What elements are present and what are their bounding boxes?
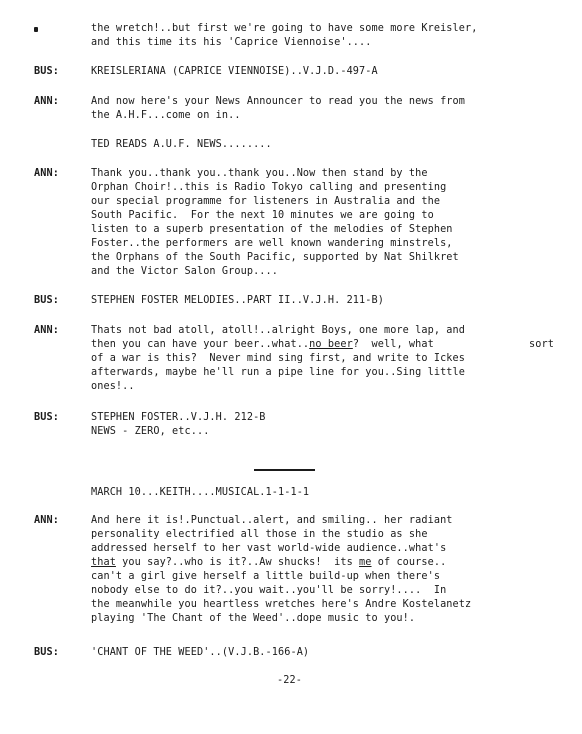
speaker-label: BUS: <box>34 412 59 423</box>
script-line: South Pacific. For the next 10 minutes we are going to <box>91 210 434 221</box>
script-line: our special programme for listeners in Australia and the <box>91 196 441 207</box>
underlined-text: that <box>91 557 116 568</box>
script-line: the A.H.F...come on in.. <box>91 110 241 121</box>
script-line-end: sort <box>529 339 554 350</box>
script-line: STEPHEN FOSTER MELODIES..PART II..V.J.H. 211-B) <box>91 295 384 306</box>
script-line: MARCH 10...KEITH....MUSICAL.1-1-1-1 <box>91 487 310 498</box>
script-line: And now here's your News Announcer to read you the news from <box>91 96 466 107</box>
speaker-label: BUS: <box>34 647 59 658</box>
script-line: KREISLERIANA (CAPRICE VIENNOISE)..V.J.D.-497-A <box>91 66 378 77</box>
script-line: playing 'The Chant of the Weed'..dope music to you!. <box>91 613 416 624</box>
script-line: listen to a superb presentation of the melodies of Stephen <box>91 224 453 235</box>
script-line: can't a girl give herself a little build-up when there's <box>91 571 441 582</box>
script-text: then you can have your beer..what.. <box>91 339 310 350</box>
speaker-label: ANN: <box>34 325 59 336</box>
speaker-label: ANN: <box>34 96 59 107</box>
script-line: personality electrified all those in the studio as she <box>91 529 428 540</box>
script-line <box>91 556 446 570</box>
underlined-text: me <box>359 557 372 568</box>
script-line: the wretch!..but first we're going to have some more Kreisler, <box>91 23 478 34</box>
script-line: and this time its his 'Caprice Viennoise'.... <box>91 37 372 48</box>
script-line: Orphan Choir!..this is Radio Tokyo calling and presenting <box>91 182 447 193</box>
script-text: of course.. <box>371 557 447 568</box>
script-text: you say?..who is it?..Aw shucks! its <box>115 557 360 568</box>
script-line: nobody else to do it?..you wait..you'll be sorry!.... In <box>91 585 447 596</box>
script-line: STEPHEN FOSTER..V.J.H. 212-B <box>91 412 266 423</box>
script-line: And here it is!.Punctual..alert, and smiling.. her radiant <box>91 515 453 526</box>
script-line: and the Victor Salon Group.... <box>91 266 279 277</box>
underlined-text: no beer <box>309 339 353 350</box>
script-line: Thats not bad atoll, atoll!..alright Boys, one more lap, and <box>91 325 466 336</box>
script-line <box>91 338 434 352</box>
script-line: 'CHANT OF THE WEED'..(V.J.B.-166-A) <box>91 647 310 658</box>
script-line: ones!.. <box>91 381 135 392</box>
script-line: Foster..the performers are well known wandering minstrels, <box>91 238 453 249</box>
script-line: of a war is this? Never mind sing first, and write to Ickes <box>91 353 466 364</box>
speaker-label: BUS: <box>34 66 59 77</box>
script-line: the Orphans of the South Pacific, supported by Nat Shilkret <box>91 252 459 263</box>
script-line: NEWS - ZERO, etc... <box>91 426 210 437</box>
speaker-label: BUS: <box>34 295 59 306</box>
speaker-label: ANN: <box>34 515 59 526</box>
script-text: ? well, what <box>352 339 434 350</box>
script-line: TED READS A.U.F. NEWS........ <box>91 139 272 150</box>
bullet-mark <box>34 27 38 32</box>
page-number: -22- <box>277 675 302 686</box>
script-line: addressed herself to her vast world-wide audience..what's <box>91 543 447 554</box>
section-divider <box>254 469 315 471</box>
speaker-label: ANN: <box>34 168 59 179</box>
script-line: afterwards, maybe he'll run a pipe line for you..Sing little <box>91 367 466 378</box>
script-line: the meanwhile you heartless wretches here's Andre Kostelanetz <box>91 599 472 610</box>
script-line: Thank you..thank you..thank you..Now then stand by the <box>91 168 428 179</box>
